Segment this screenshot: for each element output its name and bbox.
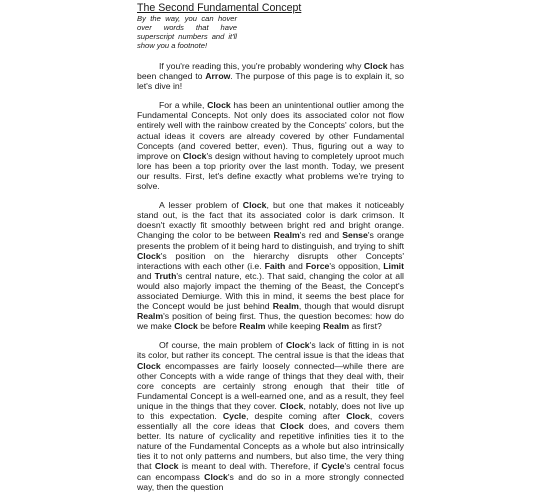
concept-name: Realm	[272, 301, 299, 312]
paragraph-text: 's opposition,	[329, 260, 384, 271]
concept-name: Cycle	[222, 411, 247, 421]
paragraph-text: Of course, the main problem of	[159, 340, 286, 351]
paragraph-text: , though that would disrupt	[298, 301, 404, 312]
paragraph-text: 's position on the hierarchy disrupts other Concepts' interactions with each other (i.e.	[137, 250, 404, 271]
body-paragraph	[137, 61, 404, 91]
concept-name: Clock	[182, 150, 207, 161]
concept-name: Clock	[285, 340, 310, 351]
paragraph-text: 's position of being first. Thus, the question becomes: how do we make	[137, 311, 404, 332]
paragraph-text: A lesser problem of	[159, 200, 243, 211]
concept-name: Limit	[383, 260, 404, 271]
paragraph-text: has been an unintentional outlier among the Fundamental Concepts. Not only does its associated color not flow entirely well with the rainbow created by the Concepts' colors, but the actual ideas it covers are already covered by other Fundamental Concepts (and covered better, even). Thus, figuring out a way to improve on	[137, 100, 404, 161]
paragraph-text: . The purpose of this page is to explain it, so let's dive in!	[137, 71, 404, 92]
paragraph-text: , but one that makes it noticeably stand out, is the fact that its associated color is dark crimson. It doesn't exactly fit smoothly between bright red and bright orange. Changing the color to be between	[137, 200, 404, 241]
concept-name: Realm	[273, 230, 300, 241]
paragraph-text: If you're reading this, you're probably wondering why	[159, 61, 364, 71]
concept-name: Clock	[280, 421, 304, 432]
paragraph-text: is meant to deal with. Therefore, if	[178, 461, 322, 472]
paragraph-text: , covers essentially all the core ideas that	[137, 411, 404, 432]
paragraph-text: 's central nature, etc.). That said, changing the color at all would also majorly impact the theming of the Beast, the Concept's associated Demiurge. With this in mind, it seems the best place for the Concept would be just behind	[137, 270, 404, 312]
paragraph-text: 's lack of fitting in is not its color, but rather its concept. The central issue is that the ideas that	[137, 340, 405, 361]
paragraph-text: For a while,	[159, 100, 208, 111]
concept-name: Clock	[242, 200, 267, 211]
concept-name: Clock	[207, 100, 231, 111]
concept-name: Clock	[137, 250, 161, 261]
paragraph-text: , despite coming after	[246, 411, 347, 421]
concept-name: Clock	[204, 471, 228, 482]
concept-name: Realm	[322, 321, 350, 332]
paragraph-text: 's red and	[299, 230, 343, 241]
concept-name: Clock	[363, 61, 388, 71]
concept-name: Clock	[279, 400, 304, 411]
paragraph-text: as first?	[349, 321, 382, 332]
paragraph-text: 's central focus can encompass	[137, 461, 405, 482]
paragraph-text: and	[285, 260, 306, 271]
paragraph-text: and	[137, 270, 155, 281]
concept-name: Cycle	[321, 461, 345, 472]
concept-name: Truth	[154, 270, 177, 281]
paragraph-text: has been changed to	[137, 61, 404, 82]
concept-name: Clock	[137, 360, 161, 371]
paragraph-text: encompasses are fairly loosely connected—while there are other Concepts with a wide range of things that they deal with, their core concepts are certainly strong enough that their title of Fundamental Concept is a well-earned one, and as a result, they feel unique in the things that they cover.	[137, 360, 404, 411]
paragraph-text: , notably, does not live up to this expectation.	[137, 400, 404, 421]
concept-name: Force	[305, 260, 330, 271]
body-paragraph	[137, 340, 404, 491]
paragraph-text: 's and do so in a more strongly connected way, then the question	[137, 471, 404, 492]
concept-name: Clock	[154, 461, 179, 472]
body-paragraph	[137, 100, 404, 191]
footnote-hint: By the way, you can hover over words that have superscript numbers and it'll show you a footnote!	[137, 14, 237, 50]
concept-name: Sense	[342, 230, 368, 241]
page-title: The Second Fundamental Concept	[137, 2, 302, 14]
concept-name: Arrow	[205, 71, 231, 82]
concept-name: Faith	[264, 260, 286, 271]
paragraph-text: does, and covers them better. Its nature of cyclicality and repetitive infinities ties it to the nature of the Fundamental Concepts as a whole but also intrinsically ties it to not only patterns and numbers, but also time, the very thing that	[137, 421, 404, 472]
paragraph-text: be before	[197, 321, 240, 332]
concept-name: Clock	[174, 321, 198, 332]
body-paragraph	[137, 200, 404, 331]
concept-name: Realm	[239, 321, 266, 332]
concept-name: Realm	[137, 311, 164, 322]
article-body	[137, 61, 404, 501]
paragraph-text: 's design without having to completely uproot much lore has been a top priority over the last month. Today, we present our results. First, let's define exactly what problems we're trying to solve.	[137, 150, 404, 192]
paragraph-text: while keeping	[265, 321, 323, 332]
paragraph-text: 's orange presents the problem of it being hard to distinguish, and trying to shift	[137, 230, 405, 251]
concept-name: Clock	[346, 411, 370, 421]
